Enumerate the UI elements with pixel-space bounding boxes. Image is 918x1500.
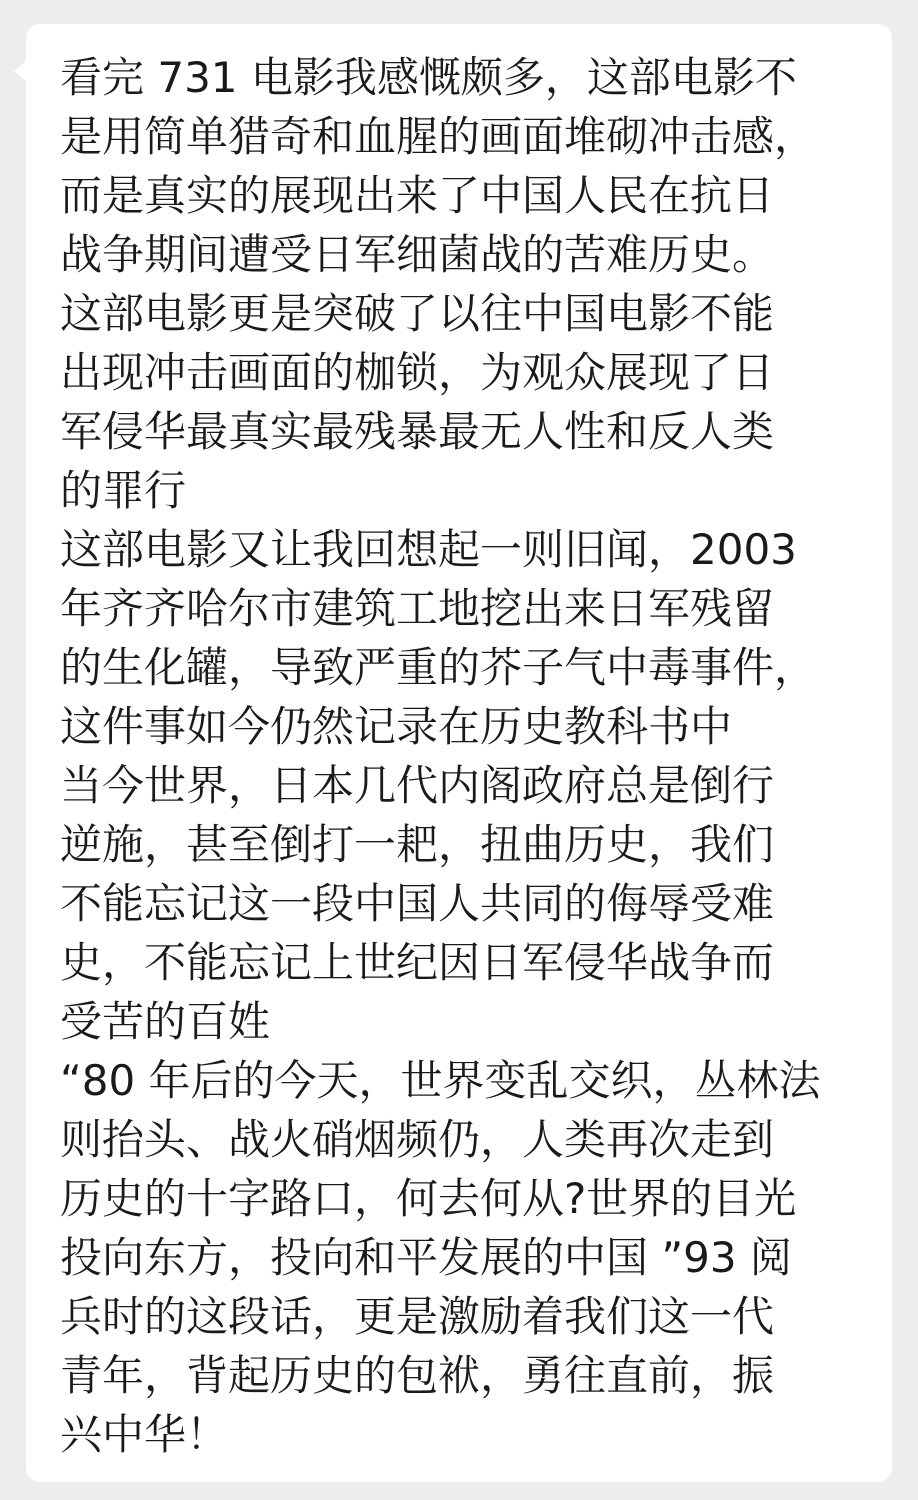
message-line: 当今世界，日本几代内阁政府总是倒行	[60, 761, 775, 810]
message-line: 军侵华最真实最残暴最无人性和反人类	[60, 407, 775, 456]
message-line: 史，不能忘记上世纪因日军侵华战争而	[60, 938, 775, 987]
message-line: 而是真实的展现出来了中国人民在抗日	[60, 171, 775, 220]
message-line: 受苦的百姓	[60, 997, 271, 1046]
message-line: 这部电影更是突破了以往中国电影不能	[60, 289, 775, 338]
message-line: 这件事如今仍然记录在历史教科书中	[60, 702, 733, 751]
message-line: 兴中华！	[60, 1410, 229, 1459]
message-line: 的生化罐，导致严重的芥子气中毒事件，	[60, 643, 817, 692]
message-line: 看完 731 电影我感慨颇多，这部电影不	[60, 53, 797, 102]
message-line: 是用简单猎奇和血腥的画面堆砌冲击感，	[60, 112, 817, 161]
message-line: 战争期间遭受日军细菌战的苦难历史。	[60, 230, 775, 279]
message-line: 出现冲击画面的枷锁，为观众展现了日	[60, 348, 775, 397]
message-line: 兵时的这段话，更是激励着我们这一代	[60, 1292, 775, 1341]
message-line: 的罪行	[60, 466, 187, 515]
message-line: 历史的十字路口，何去何从?世界的目光	[60, 1174, 797, 1223]
message-line: 投向东方，投向和平发展的中国 ”93 阅	[60, 1233, 792, 1282]
message-line: “80 年后的今天，世界变乱交织，丛林法	[60, 1056, 821, 1105]
message-text[interactable]	[60, 48, 860, 1464]
message-line: 这部电影又让我回想起一则旧闻，2003	[60, 525, 797, 574]
message-line: 逆施，甚至倒打一耙，扭曲历史，我们	[60, 820, 775, 869]
message-line: 不能忘记这一段中国人共同的侮辱受难	[60, 879, 775, 928]
message-line: 年齐齐哈尔市建筑工地挖出来日军残留	[60, 584, 775, 633]
message-line: 则抬头、战火硝烟频仍，人类再次走到	[60, 1115, 775, 1164]
message-line: 青年，背起历史的包袱，勇往直前，振	[60, 1351, 775, 1400]
